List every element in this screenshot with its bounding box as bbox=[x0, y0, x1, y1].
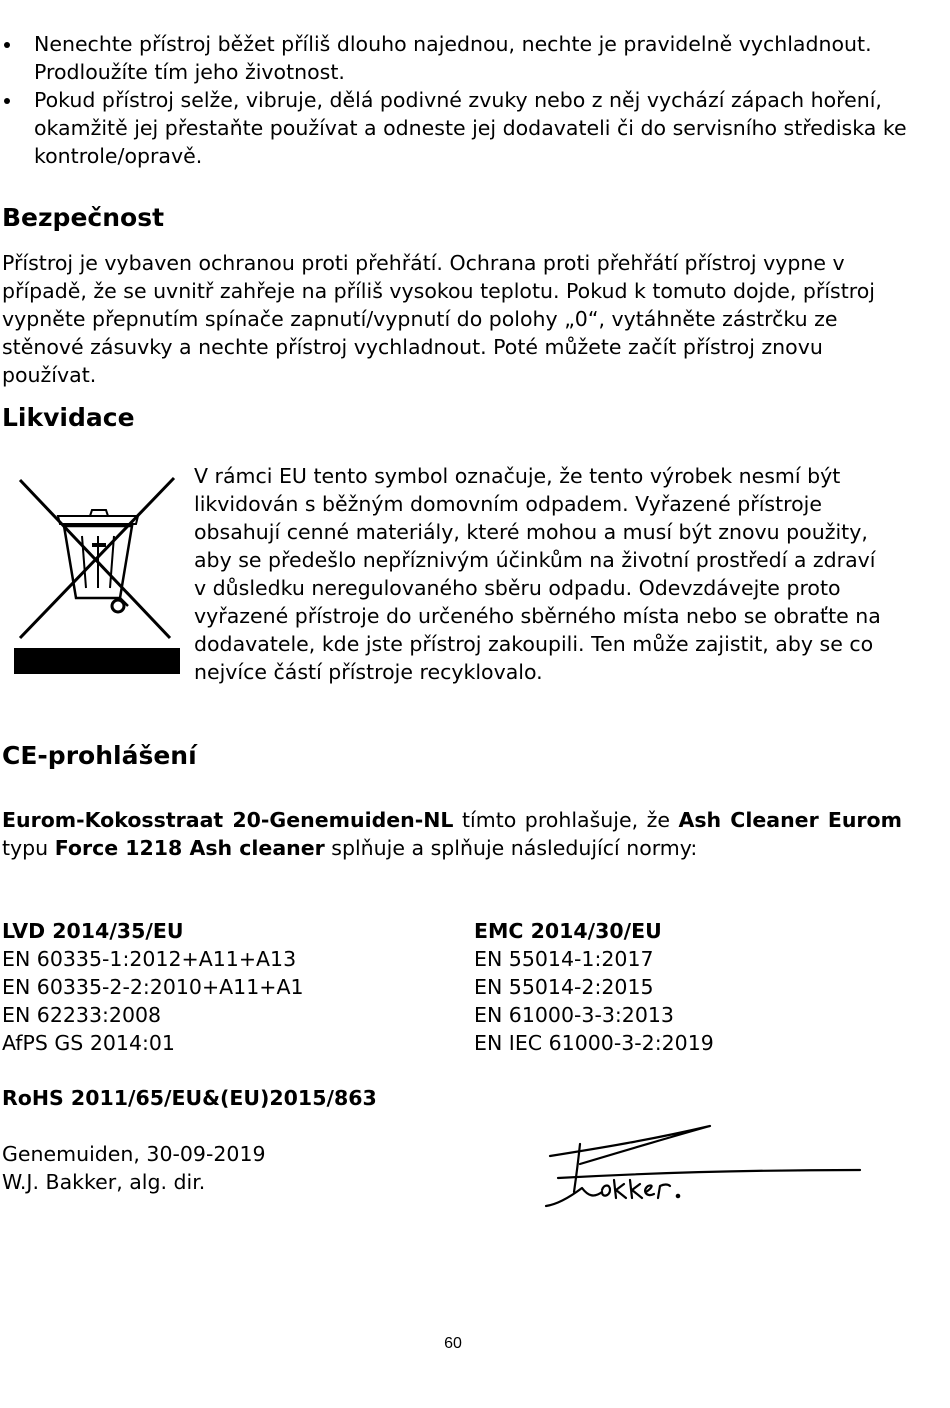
lvd-item: AfPS GS 2014:01 bbox=[2, 1031, 175, 1055]
bullet-item bbox=[0, 86, 910, 170]
lvd-item: EN 60335-2-2:2010+A11+A1 bbox=[2, 975, 304, 999]
lvd-item: EN 62233:2008 bbox=[2, 1003, 162, 1027]
ce-text-1: tímto prohlašuje, že bbox=[453, 808, 679, 832]
lvd-item: EN 60335-1:2012+A11+A13 bbox=[2, 947, 297, 971]
usage-bullet-list bbox=[0, 30, 910, 170]
emc-item: EN 55014-2:2015 bbox=[474, 975, 654, 999]
disposal-paragraph: V rámci EU tento symbol označuje, že tento výrobek nesmí být likvidován s běžným domovním odpadem. Vyřazené přístroje obsahují cenné materiály, které mohou a musí být znovu použity, aby se předešlo nepříznivým účinkům na životní prostředí a zdraví v důsledku neregulovaného sběru odpadu. Odevzdávejte proto vyřazené přístroje do určeného sběrného místa nebo se obraťte na dodavatele, kde jste přístroj zakoupili. Ten může zajistit, aby se co nejvíce částí přístroje recyklovalo. bbox=[194, 464, 881, 684]
emc-title: EMC 2014/30/EU bbox=[474, 919, 662, 943]
bullet-text: Pokud přístroj selže, vibruje, dělá podivné zvuky nebo z něj vychází zápach hoření, okamžitě jej přestaňte používat a odneste jej dodavateli či do servisního střediska ke kontrole/opravě. bbox=[34, 88, 907, 168]
ce-company: Eurom-Kokosstraat 20-Genemuiden-NL bbox=[2, 808, 454, 832]
emc-standards bbox=[474, 917, 714, 1057]
handwritten-signature bbox=[540, 1118, 870, 1218]
bullet-dot-icon bbox=[4, 42, 10, 48]
bullet-text: Nenechte přístroj běžet příliš dlouho najednou, nechte je pravidelně vychladnout. Prodloužíte tím jeho životnost. bbox=[34, 32, 872, 84]
ce-model: Force 1218 Ash cleaner bbox=[54, 836, 325, 860]
ce-declaration bbox=[2, 806, 902, 862]
lvd-title: LVD 2014/35/EU bbox=[2, 919, 184, 943]
ce-text-2: typu bbox=[2, 836, 55, 860]
emc-item: EN IEC 61000-3-2:2019 bbox=[474, 1031, 714, 1055]
disposal-heading: Likvidace bbox=[2, 403, 135, 432]
ce-text-3: splňuje a splňuje následující normy: bbox=[324, 836, 698, 860]
ce-heading: CE-prohlášení bbox=[2, 741, 197, 770]
emc-item: EN 61000-3-3:2013 bbox=[474, 1003, 674, 1027]
lvd-standards bbox=[2, 917, 304, 1057]
ce-product: Ash Cleaner Eurom bbox=[678, 808, 902, 832]
bullet-dot-icon bbox=[4, 98, 10, 104]
signoff-block bbox=[2, 1140, 266, 1196]
safety-heading: Bezpečnost bbox=[2, 203, 165, 232]
place-date: Genemuiden, 30-09-2019 bbox=[2, 1142, 266, 1166]
signer-name: W.J. Bakker, alg. dir. bbox=[2, 1170, 206, 1194]
crossed-out-wheelie-bin-icon bbox=[12, 466, 182, 676]
rohs-standard: RoHS 2011/65/EU&(EU)2015/863 bbox=[2, 1086, 377, 1110]
emc-item: EN 55014-1:2017 bbox=[474, 947, 654, 971]
bullet-item bbox=[0, 30, 910, 86]
page-number: 60 bbox=[444, 1335, 462, 1352]
safety-paragraph: Přístroj je vybaven ochranou proti přehřátí. Ochrana proti přehřátí přístroj vypne v případě, že se uvnitř zahřeje na příliš vysokou teplotu. Pokud k tomuto dojde, přístroj vypněte přepnutím spínače zapnutí/vypnutí do polohy „0“, vytáhněte zástrčku ze stěnové zásuvky a nechte přístroj vychladnout. Poté můžete začít přístroj znovu používat. bbox=[2, 251, 875, 387]
